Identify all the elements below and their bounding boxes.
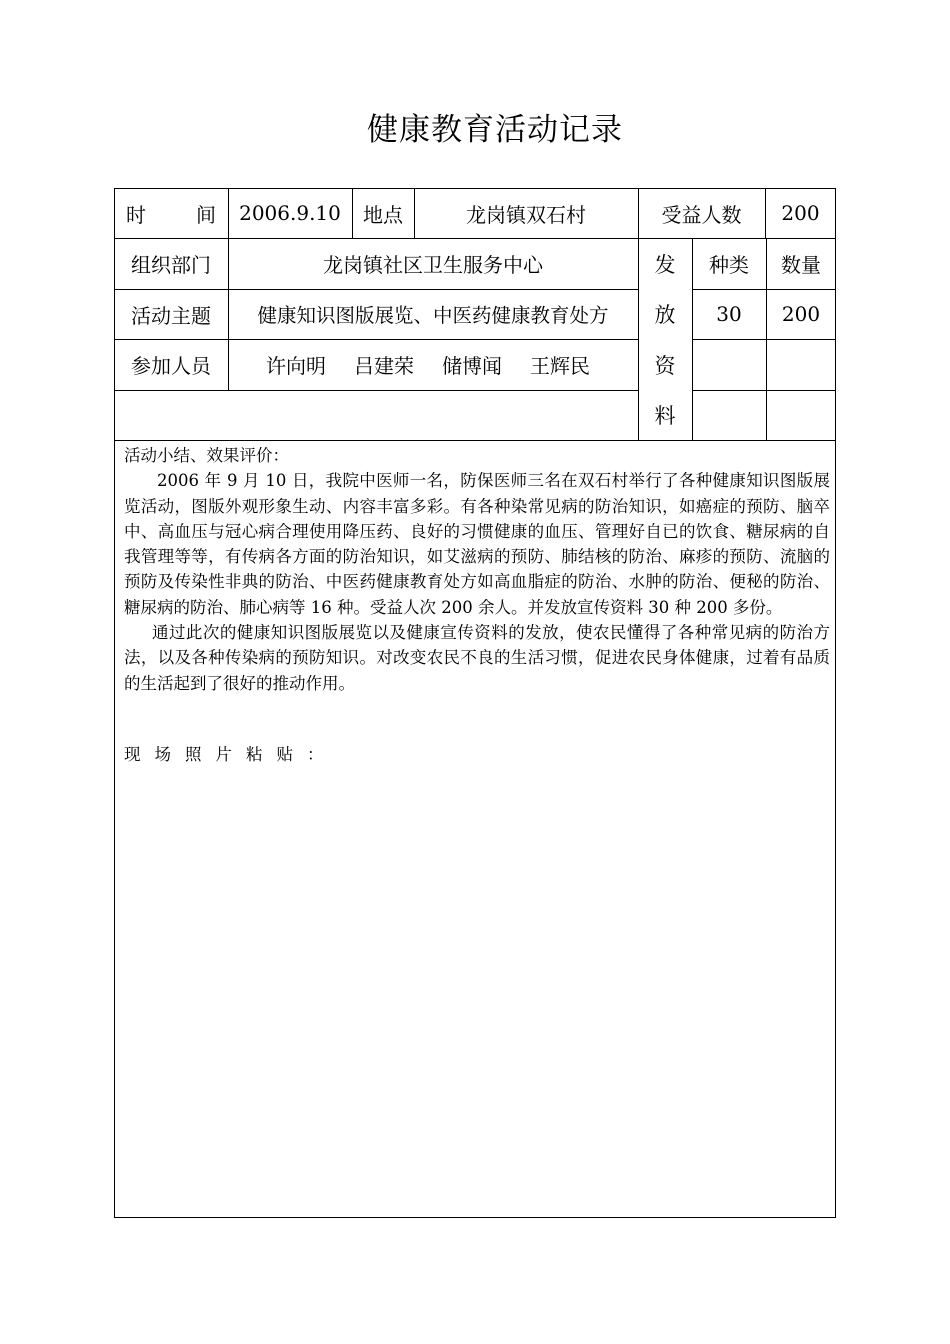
participant-name: 吕建荣 [354, 354, 414, 378]
row-divider [114, 390, 638, 391]
materials-label-char: 发 [654, 252, 676, 277]
place-value: 龙岗镇双石村 [466, 202, 586, 227]
row-divider [114, 440, 836, 441]
org-value: 龙岗镇社区卫生服务中心 [323, 253, 543, 277]
time-label [114, 188, 228, 238]
summary-section [124, 443, 830, 696]
materials-qty-label: 数量 [781, 253, 821, 277]
participant-name: 储博闻 [442, 354, 502, 378]
page-title: 健康教育活动记录 [367, 112, 623, 148]
beneficiaries-label: 受益人数 [661, 202, 742, 227]
participants-value [228, 339, 638, 390]
beneficiaries-value: 200 [781, 201, 820, 225]
participant-name: 许向明 [266, 354, 326, 378]
participant-name: 王辉民 [530, 354, 590, 378]
org-label: 组织部门 [131, 253, 211, 277]
time-label-char: 时 [126, 202, 146, 227]
summary-paragraph: 2006 年 9 月 10 日，我院中医师一名，防保医师三名在双石村举行了各种健康知识图版展览活动，图版外观形象生动、内容丰富多彩。有各种染常见病的防治知识，如癌症的预防、脑卒中、高血压与冠心病合理使用降压药、良好的习惯健康的血压、管理好自已的饮食、糖尿病的自我管理等等，有传病各方面的防治知识，如艾滋病的预防、肺结核的防治、麻疹的预防、流脑的预防及传染性非典的防治、中医药健康教育处方如高血脂症的防治、水肿的防治、便秘的防治、糖尿病的防治、肺心病等 16 种。受益人次 200 余人。并发放宣传资料 30 种 200 多份。 [124, 471, 830, 617]
row-divider [692, 390, 836, 391]
summary-heading: 活动小结、效果评价： [124, 446, 289, 465]
materials-label-char: 料 [654, 404, 676, 428]
place-label: 地点 [363, 202, 403, 227]
time-value: 2006.9.10 [239, 201, 341, 225]
participants-label: 参加人员 [131, 354, 211, 378]
materials-label-char: 资 [654, 353, 676, 378]
materials-label-char: 放 [654, 303, 676, 327]
row-divider [692, 339, 836, 340]
photo-paste-label: 现场照片粘贴： [124, 745, 338, 764]
theme-label: 活动主题 [131, 303, 211, 328]
time-label-char: 间 [196, 202, 216, 227]
materials-type-label: 种类 [709, 253, 749, 277]
materials-qty-value: 200 [781, 302, 821, 326]
materials-type-value: 30 [716, 302, 742, 326]
theme-value: 健康知识图版展览、中医药健康教育处方 [257, 304, 609, 327]
summary-paragraph: 通过此次的健康知识图版展览以及健康宣传资料的发放，使农民懂得了各种常见病的防治方法，以及各种传染病的预防知识。对改变农民不良的生活习惯，促进农民身体健康，过着有品质的生活起到了很好的推动作用。 [124, 623, 830, 693]
